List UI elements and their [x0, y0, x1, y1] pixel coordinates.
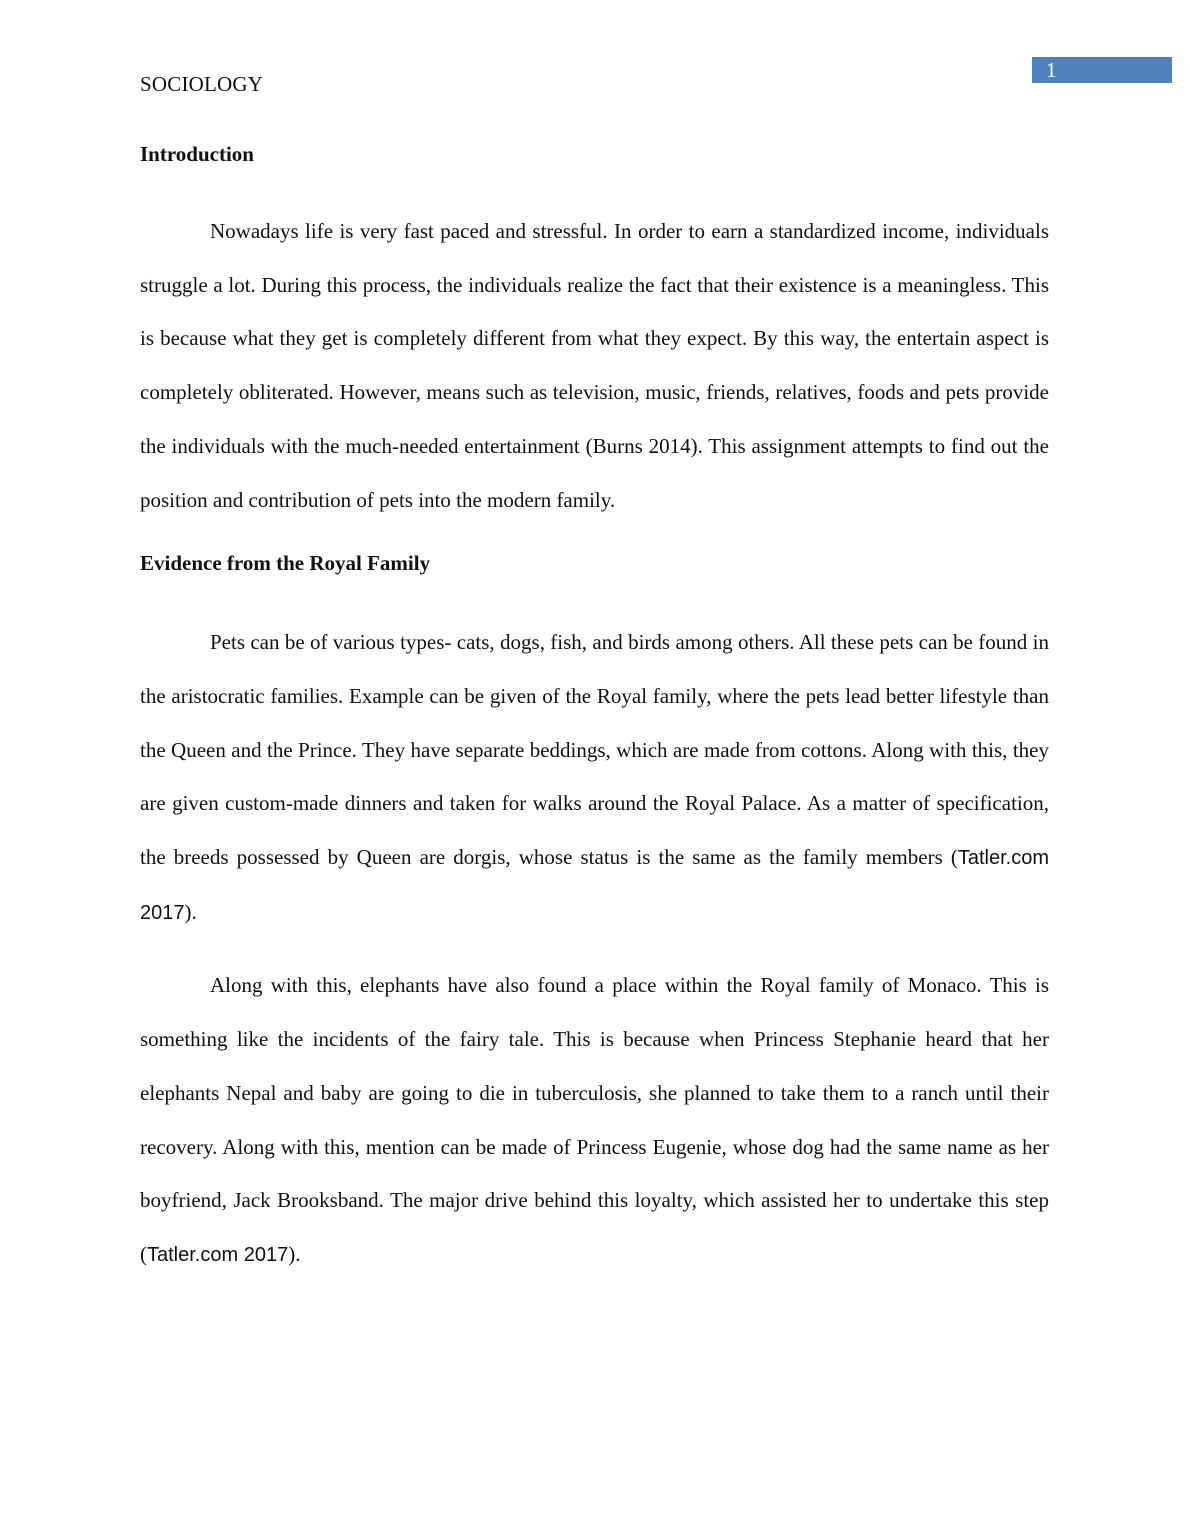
- paragraph-text: Pets can be of various types- cats, dogs, fish, and birds among others. All these pets can be found in the aristocratic families. Example can be given of the Royal family, where the pets lead better lifestyle than the Queen and the Prince. They have separate beddings, which are made from cottons. Along with this, they are given custom-made dinners and taken for walks around the Royal Palace. As a matter of specification, the breeds possessed by Queen are dorgis, whose status is the same as the family members (: [140, 630, 1049, 870]
- page-number: 1: [1046, 58, 1057, 82]
- section-heading-introduction: Introduction: [140, 142, 254, 166]
- paragraph-text: Along with this, elephants have also found a place within the Royal family of Monaco. This is something like the incidents of the fairy tale. This is because when Princess Stephanie heard that her elephants Nepal and baby are going to die in tuberculosis, she planned to take them to a ranch until their recovery. Along with this, mention can be made of Princess Eugenie, whose dog had the same name as her boyfriend, Jack Brooksband. The major drive behind this loyalty, which assisted her to undertake this step (: [140, 973, 1049, 1266]
- document-body: [140, 137, 1049, 1283]
- paragraph-end: ).: [288, 1241, 301, 1266]
- section-heading-royal-family: Evidence from the Royal Family: [140, 551, 431, 576]
- paragraph-text: Nowadays life is very fast paced and stressful. In order to earn a standardized income, individuals struggle a lot. During this process, the individuals realize the fact that their existence is a meaningless. This is because what they get is completely different from what they expect. By this way, the entertain aspect is completely obliterated. However, means such as television, music, friends, relatives, foods and pets provide the individuals with the much-needed entertainment (Burns 2014). This assignment attempts to find out the position and contribution of pets into the modern family.: [140, 219, 1049, 512]
- intro-paragraph: [140, 205, 1049, 527]
- running-head: SOCIOLOGY: [140, 72, 264, 96]
- page-number-box: [1032, 57, 1172, 83]
- royal-family-paragraph-1: [140, 616, 1049, 940]
- citation: Tatler.com 2017: [140, 847, 1049, 924]
- paragraph-end: ).: [184, 899, 197, 924]
- citation: Tatler.com 2017: [147, 1243, 289, 1266]
- royal-family-paragraph-2: [140, 959, 1049, 1282]
